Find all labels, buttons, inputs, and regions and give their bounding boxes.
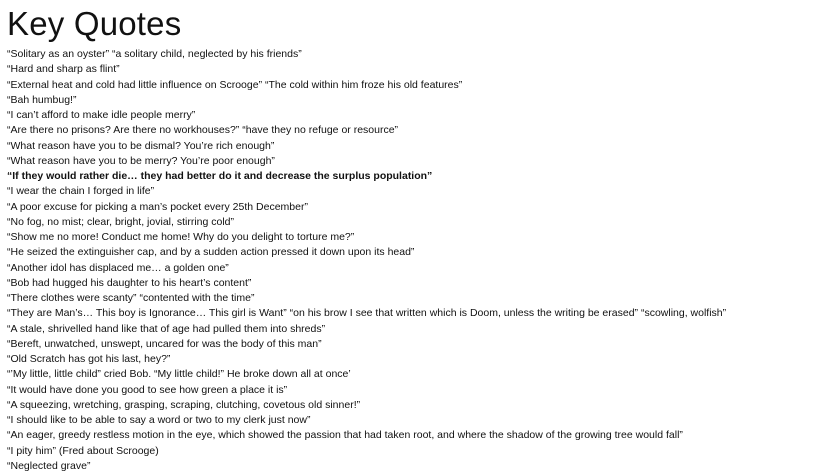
quote-line: “Bob had hugged his daughter to his heart’s content” [7, 276, 252, 289]
quote-line: “He seized the extinguisher cap, and by a sudden action pressed it down upon its head” [7, 246, 415, 259]
quote-line: “What reason have you to be dismal? You’re rich enough” [7, 139, 275, 152]
quote-line: “They are Man’s… This boy is Ignorance… This girl is Want” “on his brow I see that written which is Doom, unless the writing be erased” “scowling, wolfish” [7, 307, 727, 320]
quote-line: “Show me no more! Conduct me home! Why do you delight to torture me?” [7, 231, 355, 243]
quote-line-emphasized: “If they would rather die… they had better do it and decrease the surplus population” [7, 170, 433, 182]
quote-line: “Bereft, unwatched, unswept, uncared for was the body of this man” [7, 337, 322, 350]
quote-line: “A stale, shrivelled hand like that of age had pulled them into shreds” [7, 322, 326, 335]
quote-line: “I wear the chain I forged in life” [7, 185, 155, 198]
quote-line: “A poor excuse for picking a man’s pocket every 25th December” [7, 200, 308, 213]
quote-line: “Neglected grave” [7, 459, 91, 472]
quote-line: “Are there no prisons? Are there no workhouses?” “have they no refuge or resource” [7, 124, 399, 137]
quote-line: “It would have done you good to see how green a place it is” [7, 383, 288, 396]
quote-line: “’My little, little child” cried Bob. “My little child!” He broke down all at once’ [7, 368, 351, 381]
quote-line: “An eager, greedy restless motion in the eye, which showed the passion that had taken root, and where the shadow of the growing tree would fall” [7, 429, 683, 442]
quote-line: “Hard and sharp as flint” [7, 63, 120, 76]
quote-line: “I should like to be able to say a word or two to my clerk just now” [7, 414, 311, 426]
quote-line: “I can’t afford to make idle people merry” [7, 109, 196, 121]
quote-line: “There clothes were scanty” “contented with the time” [7, 292, 255, 304]
quote-line: “Another idol has displaced me… a golden one” [7, 261, 229, 274]
quote-line: “Bah humbug!” [7, 93, 77, 106]
quote-line: “I pity him” (Fred about Scrooge) [7, 444, 159, 457]
quote-list [7, 47, 822, 474]
quote-line: “Old Scratch has got his last, hey?” [7, 353, 171, 365]
quote-line: “A squeezing, wretching, grasping, scraping, clutching, covetous old sinner!” [7, 398, 361, 411]
quote-line: “External heat and cold had little influence on Scrooge” “The cold within him froze his old features” [7, 78, 463, 91]
quote-line: “What reason have you to be merry? You’re poor enough” [7, 154, 275, 167]
slide-title: Key Quotes [7, 5, 182, 42]
quote-line: “No fog, no mist; clear, bright, jovial, stirring cold” [7, 215, 235, 228]
quote-line: “Solitary as an oyster” “a solitary child, neglected by his friends” [7, 48, 302, 60]
